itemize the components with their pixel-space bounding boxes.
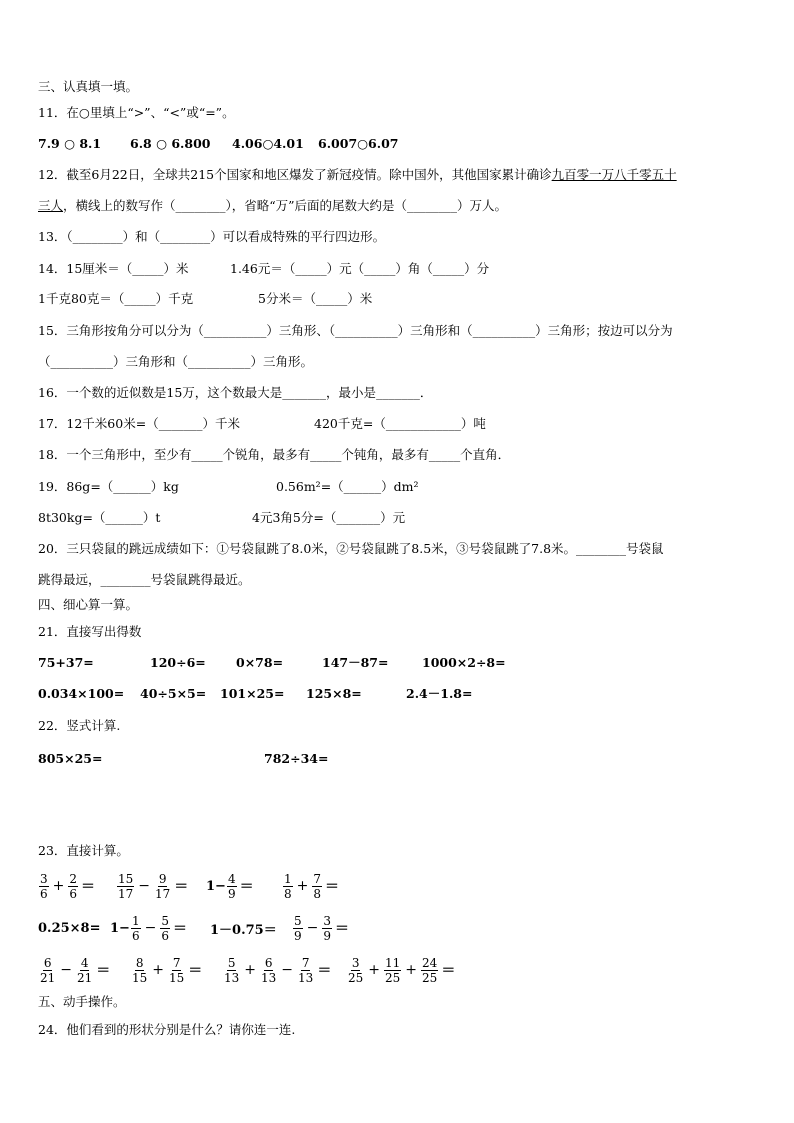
operator: +: [296, 878, 309, 894]
numerator: 5: [161, 913, 169, 928]
numerator: 1: [131, 913, 140, 928]
q21-item: 120÷6=: [150, 655, 206, 670]
section-5-heading: 五、动手操作。: [38, 994, 126, 1009]
numerator: 2: [69, 871, 78, 886]
q11-item: 7.9 ○ 8.1: [38, 136, 102, 151]
q12-line-1: [38, 167, 677, 183]
equals-sign: ＝: [81, 879, 96, 895]
denominator: 6: [161, 928, 169, 943]
q17-part-b: 420千克=（____________）吨: [314, 416, 486, 431]
operator: +: [52, 878, 65, 894]
fraction: [322, 914, 332, 943]
q21-item: 1000×2÷8=: [422, 655, 506, 670]
q15-line-2: （__________）三角形和（__________）三角形。: [38, 354, 314, 369]
q16-prompt: 16．一个数的近似数是15万，这个数最大是_______，最小是_______．: [38, 385, 433, 400]
numerator: 11: [385, 955, 401, 970]
q21-item: 101×25=: [220, 686, 285, 701]
q12-underlined-number: 九百零一万八千零五十: [551, 167, 677, 182]
fraction: [227, 872, 237, 901]
operator: +: [244, 962, 257, 978]
q22-prompt: 22．竖式计算.: [38, 718, 121, 733]
fraction: [168, 956, 185, 985]
numerator: 7: [301, 955, 310, 970]
q15-line-1: 15．三角形按角分可以分为（__________）三角形、（__________）三角形和（__________）三角形；按边可以分为: [38, 323, 673, 338]
fraction: [283, 872, 293, 901]
denominator: 9: [323, 928, 332, 943]
operator: +: [152, 962, 165, 978]
q21-item: 125×8=: [306, 686, 362, 701]
q12-text: 12．截至6月22日，全球共215个国家和地区爆发了新冠疫情。除中国外，其他国家累计确诊: [38, 167, 552, 182]
prefix: 1−: [206, 878, 226, 894]
denominator: 9: [294, 928, 302, 943]
numerator: 7: [172, 955, 181, 970]
denominator: 6: [69, 886, 78, 901]
denominator: 13: [224, 970, 240, 985]
fraction: [260, 956, 277, 985]
q12-text-2: ，横线上的数写作（________），省略“万”后面的尾数大约是（________）万人。: [63, 198, 508, 213]
fraction: [131, 956, 148, 985]
operator: −: [306, 920, 319, 936]
q23-expr: [38, 864, 95, 908]
fraction: [223, 956, 240, 985]
q23-prompt: 23．直接计算。: [38, 843, 129, 858]
prefix: 1−: [110, 920, 130, 936]
operator: +: [368, 962, 381, 978]
numerator: 4: [227, 871, 236, 886]
q11-prompt: 11．在○里填上“>”、“<”或“=”。: [38, 105, 235, 120]
operator: −: [281, 962, 294, 978]
expression-text: 1－0.75＝: [210, 922, 277, 938]
numerator: 1: [284, 871, 292, 886]
q23-expr: [110, 906, 187, 950]
numerator: 5: [227, 955, 236, 970]
denominator: 25: [422, 970, 438, 985]
fraction: [384, 956, 401, 985]
section-4-heading: 四、细心算一算。: [38, 597, 139, 612]
fraction: [131, 914, 141, 943]
q21-item: 0×78=: [236, 655, 284, 670]
q14-part-a: 14．15厘米＝（_____）米: [38, 261, 189, 276]
denominator: 17: [118, 886, 134, 901]
q11-item: 6.007○6.07: [318, 136, 399, 151]
numerator: 3: [40, 871, 48, 886]
denominator: 15: [169, 970, 185, 985]
q11-item: 4.06○4.01: [232, 136, 304, 151]
q14-part-c: 1千克80克＝（_____）千克: [38, 291, 194, 306]
numerator: 5: [294, 913, 302, 928]
q19-part-d: 4元3角5分=（_______）元: [252, 510, 406, 525]
denominator: 6: [131, 928, 140, 943]
q13-prompt: 13．（________）和（________）可以看成特殊的平行四边形。: [38, 229, 386, 244]
q23-expr: [222, 948, 331, 992]
q23-expr: [130, 948, 202, 992]
denominator: 8: [284, 886, 292, 901]
numerator: 6: [43, 955, 52, 970]
numerator: 3: [323, 913, 332, 928]
q20-line-2: 跳得最远，________号袋鼠跳得最近。: [38, 572, 251, 587]
equals-sign: ＝: [188, 963, 203, 979]
numerator: 24: [422, 955, 438, 970]
q21-item: 147－87=: [322, 655, 389, 670]
equals-sign: ＝: [174, 879, 189, 895]
denominator: 21: [77, 970, 93, 985]
numerator: 4: [80, 955, 89, 970]
q23-expr: [206, 864, 254, 908]
q23-expr: [210, 906, 277, 950]
q23-expr: [292, 906, 349, 950]
equals-sign: ＝: [335, 921, 350, 937]
fraction: [297, 956, 314, 985]
denominator: 25: [385, 970, 401, 985]
q23-expr: [116, 864, 188, 908]
fraction: [154, 872, 171, 901]
q22-item: 805×25=: [38, 751, 103, 766]
q23-expr: [346, 948, 455, 992]
denominator: 25: [348, 970, 364, 985]
q14-part-b: 1.46元＝（_____）元（_____）角（_____）分: [230, 261, 490, 276]
fraction: [68, 872, 78, 901]
fraction: [312, 872, 322, 901]
fraction: [39, 872, 49, 901]
operator: −: [60, 962, 73, 978]
q21-prompt: 21．直接写出得数: [38, 624, 142, 639]
denominator: 17: [155, 886, 171, 901]
numerator: 15: [118, 871, 134, 886]
q21-item: 2.4－1.8=: [406, 686, 473, 701]
section-3-heading: 三、认真填一填。: [38, 79, 139, 94]
q11-item: 6.8 ○ 6.800: [130, 136, 211, 151]
q21-item: 40÷5×5=: [140, 686, 207, 701]
operator: −: [138, 878, 151, 894]
q19-part-b: 0.56m²=（______）dm²: [276, 479, 419, 494]
denominator: 21: [40, 970, 56, 985]
equals-sign: ＝: [239, 879, 254, 895]
denominator: 13: [261, 970, 277, 985]
numerator: 6: [264, 955, 273, 970]
numerator: 7: [313, 871, 322, 886]
fraction: [117, 872, 134, 901]
numerator: 9: [158, 871, 167, 886]
operator: +: [405, 962, 418, 978]
numerator: 3: [351, 955, 360, 970]
q24-prompt: 24．他们看到的形状分别是什么？请你连一连.: [38, 1022, 296, 1037]
fraction: [160, 914, 170, 943]
equals-sign: ＝: [172, 921, 187, 937]
q20-line-1: 20．三只袋鼠的跳远成绩如下：①号袋鼠跳了8.0米，②号袋鼠跳了8.5米，③号袋鼠跳了7.8米。________号袋鼠: [38, 541, 664, 556]
q12-underlined-number-end: 三人: [38, 198, 64, 213]
equals-sign: ＝: [96, 963, 111, 979]
q21-item: 0.034×100=: [38, 686, 125, 701]
q21-item: 75+37=: [38, 655, 94, 670]
q19-part-a: 19．86g=（______）kg: [38, 479, 179, 494]
q12-line-2: [38, 198, 507, 214]
equals-sign: ＝: [325, 879, 340, 895]
q18-prompt: 18．一个三角形中，至少有_____个锐角，最多有_____个钝角，最多有_____个直角．: [38, 447, 511, 462]
q19-part-c: 8t30kg=（______）t: [38, 510, 161, 525]
fraction: [76, 956, 93, 985]
fraction: [421, 956, 438, 985]
fraction: [293, 914, 303, 943]
q23-expr: [38, 948, 110, 992]
denominator: 9: [227, 886, 236, 901]
denominator: 15: [132, 970, 148, 985]
equals-sign: ＝: [317, 963, 332, 979]
operator: −: [144, 920, 157, 936]
q23-expr: [282, 864, 339, 908]
denominator: 8: [313, 886, 322, 901]
q14-part-d: 5分米＝（_____）米: [258, 291, 373, 306]
fraction: [39, 956, 56, 985]
denominator: 6: [40, 886, 48, 901]
q22-item: 782÷34=: [264, 751, 329, 766]
equals-sign: ＝: [441, 963, 456, 979]
q23-expr: [38, 906, 101, 950]
fraction: [347, 956, 364, 985]
q17-part-a: 17．12千米60米=（_______）千米: [38, 416, 240, 431]
numerator: 8: [135, 955, 144, 970]
denominator: 13: [298, 970, 314, 985]
expression-text: 0.25×8=: [38, 920, 101, 936]
